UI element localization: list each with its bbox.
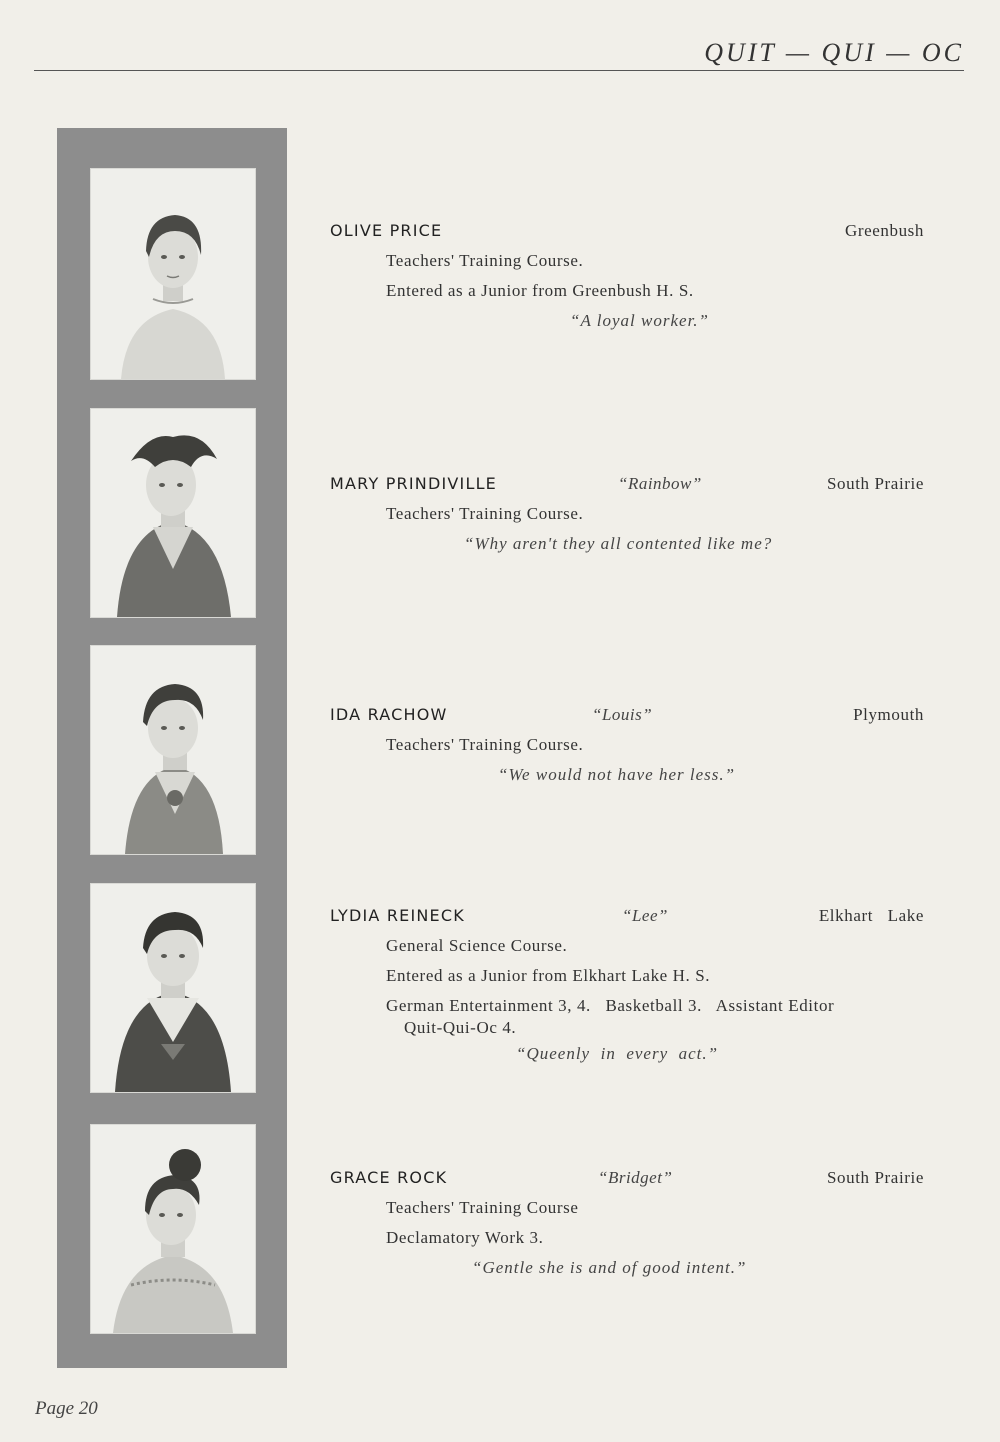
portrait-photo xyxy=(90,645,256,855)
detail-line: Entered as a Junior from Elkhart Lake H. S. xyxy=(386,966,711,985)
student-quote: “Why aren't they all contented like me? xyxy=(464,534,773,553)
student-quote: “Queenly in every act.” xyxy=(516,1044,719,1063)
portrait-photo xyxy=(90,1124,256,1334)
student-quote: “Gentle she is and of good intent.” xyxy=(472,1258,747,1277)
portrait-photo xyxy=(90,883,256,1093)
student-entry xyxy=(330,1163,924,1283)
activities-line xyxy=(330,991,924,1039)
student-entry xyxy=(330,469,924,559)
activities-text: German Entertainment 3, 4. Basketball 3. Assistant Editor xyxy=(386,996,835,1015)
student-hometown: Greenbush xyxy=(844,221,924,240)
student-name: IDA RACHOW xyxy=(330,705,448,724)
student-name: LYDIA REINECK xyxy=(330,906,465,925)
student-name: GRACE ROCK xyxy=(330,1168,448,1187)
running-header: QUIT — QUI — OC xyxy=(704,38,964,67)
course-line: General Science Course. xyxy=(386,936,568,955)
student-quote: “We would not have her less.” xyxy=(498,765,736,784)
student-quote: “A loyal worker.” xyxy=(570,311,710,330)
detail-line: Entered as a Junior from Greenbush H. S. xyxy=(386,281,694,300)
student-name: OLIVE PRICE xyxy=(330,221,443,240)
detail-line: Declamatory Work 3. xyxy=(386,1228,544,1247)
student-entry xyxy=(330,700,924,790)
photo-strip xyxy=(57,128,287,1368)
student-nickname: “Lee” xyxy=(622,906,668,925)
student-nickname: “Louis” xyxy=(592,705,653,724)
student-nickname: “Bridget” xyxy=(598,1168,673,1187)
portrait-photo xyxy=(90,168,256,380)
course-line: Teachers' Training Course xyxy=(386,1198,579,1217)
header-rule xyxy=(34,70,964,71)
student-entry xyxy=(330,901,924,1069)
course-line: Teachers' Training Course. xyxy=(386,251,584,270)
student-entry xyxy=(330,216,924,336)
student-hometown: South Prairie xyxy=(826,474,924,493)
activities-continued: Quit-Qui-Oc 4. xyxy=(404,1018,517,1037)
student-hometown: Plymouth xyxy=(853,705,924,724)
student-hometown: South Prairie xyxy=(826,1168,924,1187)
student-hometown: Elkhart Lake xyxy=(818,906,924,925)
course-line: Teachers' Training Course. xyxy=(386,504,584,523)
portrait-photo xyxy=(90,408,256,618)
student-nickname: “Rainbow” xyxy=(618,474,702,493)
page-number: Page 20 xyxy=(35,1398,98,1419)
course-line: Teachers' Training Course. xyxy=(386,735,584,754)
student-name: MARY PRINDIVILLE xyxy=(330,474,497,493)
